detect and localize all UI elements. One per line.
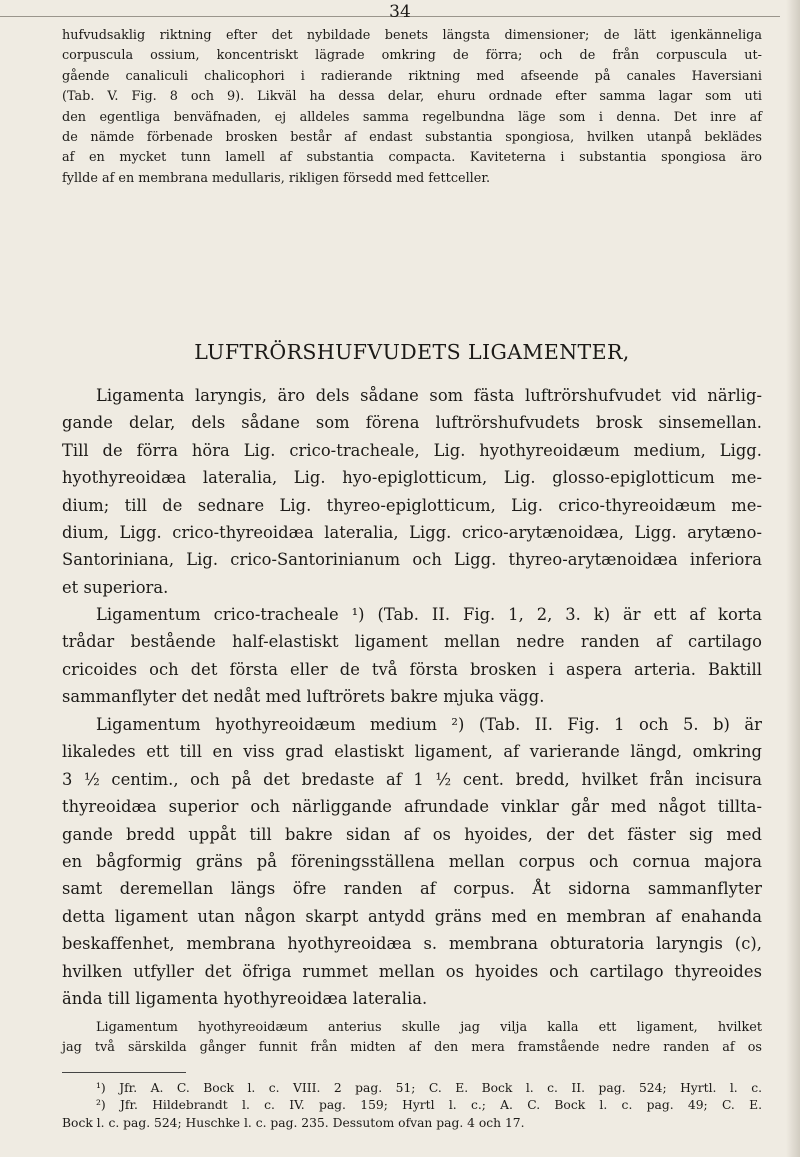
text-line: hvilken utfyller det öfriga rummet mellan os hyoides och cartilago thyreoides: [62, 961, 762, 981]
text-line: hufvudsaklig riktning efter det nybildade benets längsta dimensioner; de lätt igenkänneliga: [62, 28, 762, 43]
text-line: den egentliga benväfnaden, ej alldeles samma regelbundna läge som i denna. Det inre af: [62, 109, 762, 125]
text-line: dium, Ligg. crico-thyreoidæa lateralia, Ligg. crico-arytænoidæa, Ligg. arytæno-: [62, 523, 762, 543]
text-line: samt deremellan längs öfre randen af corpus. Åt sidorna sammanflyter: [62, 879, 762, 899]
text-line: Till de förra höra Lig. crico-tracheale, Lig. hyothyreoidæum medium, Ligg.: [62, 440, 762, 460]
footnote-line: Bock l. c. pag. 524; Huschke l. c. pag. 235. Dessutom ofvan pag. 4 och 17.: [62, 1115, 525, 1130]
text-line: likaledes ett till en viss grad elastiskt ligament, af varierande längd, omkring: [62, 742, 762, 762]
paragraph-ligamenta-laryngis: [62, 382, 762, 601]
text-line: de nämde förbenade brosken består af endast substantia spongiosa, hvilken utanpå beklädes: [62, 130, 762, 146]
page-number: 34: [389, 2, 411, 22]
text-line: beskaffenhet, membrana hyothyreoidæa s. membrana obturatoria laryngis (c),: [62, 934, 762, 954]
paragraph-crico-tracheale: [62, 601, 762, 711]
text-line: Ligamentum crico-tracheale ¹) (Tab. II. Fig. 1, 2, 3. k) är ett af korta: [96, 605, 762, 624]
text-line: thyreoidæa superior och närliggande afrundade vinklar går med något tillta-: [62, 797, 762, 817]
intro-paragraph: [62, 26, 762, 189]
text-line: af en mycket tunn lamell af substantia compacta. Kaviteterna i substantia spongiosa äro: [62, 150, 762, 166]
paragraph-hyothyreoideum-medium: [62, 711, 762, 1012]
text-line: Ligamentum hyothyreoidæum medium ²) (Tab. II. Fig. 1 och 5. b) är: [96, 715, 762, 734]
footnote-line: ²) Jfr. Hildebrandt l. c. IV. pag. 159; Hyrtl l. c.; A. C. Bock l. c. pag. 49; C. E.: [96, 1098, 762, 1113]
text-line: gående canaliculi chalicophori i radierande riktning med afseende på canales Haversiani: [62, 68, 762, 84]
section-heading: LUFTRÖRSHUFVUDETS LIGAMENTER,: [194, 340, 630, 364]
text-line: trådar bestående half-elastiskt ligament mellan nedre randen af cartilago: [62, 632, 762, 652]
footnotes: [62, 1080, 762, 1132]
text-line: (Tab. V. Fig. 8 och 9). Likväl ha dessa delar, ehuru ordnade efter samma lagar som uti: [62, 89, 762, 105]
footnote-rule: [62, 1072, 186, 1073]
text-line: dium; till de sednare Lig. thyreo-epiglotticum, Lig. crico-thyreoidæum me-: [62, 495, 762, 515]
paragraph-hyothyreoideum-anterius: [62, 1018, 762, 1059]
text-line: en bågformig gräns på föreningsställena mellan corpus och cornua majora: [62, 852, 762, 872]
text-line: Ligamentum hyothyreoidæum anterius skulle jag vilja kalla ett ligament, hvilket: [96, 1020, 762, 1035]
text-line: et superiora.: [62, 577, 169, 597]
text-line: gande bredd uppåt till bakre sidan af os hyoides, der det fäster sig med: [62, 824, 762, 844]
text-line: Santoriniana, Lig. crico-Santorinianum och Ligg. thyreo-arytænoidæa inferiora: [62, 550, 762, 570]
text-line: cricoides och det första eller de två första brosken i aspera arteria. Baktill: [62, 659, 762, 679]
text-line: 3 ½ centim., och på det bredaste af 1 ½ cent. bredd, hvilket från incisura: [62, 769, 762, 789]
text-line: jag två särskilda gånger funnit från midten af den mera framstående nedre randen af os: [62, 1040, 762, 1056]
text-line: corpuscula ossium, koncentriskt lägrade omkring de förra; och de från corpuscula ut-: [62, 48, 762, 64]
text-line: detta ligament utan någon skarpt antydd gräns med en membran af enahanda: [62, 906, 762, 926]
text-line: hyothyreoidæa lateralia, Lig. hyo-epiglotticum, Lig. glosso-epiglotticum me-: [62, 468, 762, 488]
footnote-line: ¹) Jfr. A. C. Bock l. c. VIII. 2 pag. 51; C. E. Bock l. c. II. pag. 524; Hyrtl. l. c.: [96, 1081, 762, 1095]
text-line: gande delar, dels sådane som förena luftrörshufvudets brosk sinsemellan.: [62, 413, 762, 433]
text-line: Ligamenta laryngis, äro dels sådane som fästa luftrörshufvudet vid närlig-: [96, 386, 762, 405]
text-line: sammanflyter det nedåt med luftrörets bakre mjuka vägg.: [62, 687, 545, 707]
page-edge-shadow: [786, 0, 800, 1157]
text-line: fyllde af en membrana medullaris, rikligen försedd med fettceller.: [62, 170, 491, 186]
text-line: ända till ligamenta hyothyreoidæa lateralia.: [62, 989, 428, 1009]
